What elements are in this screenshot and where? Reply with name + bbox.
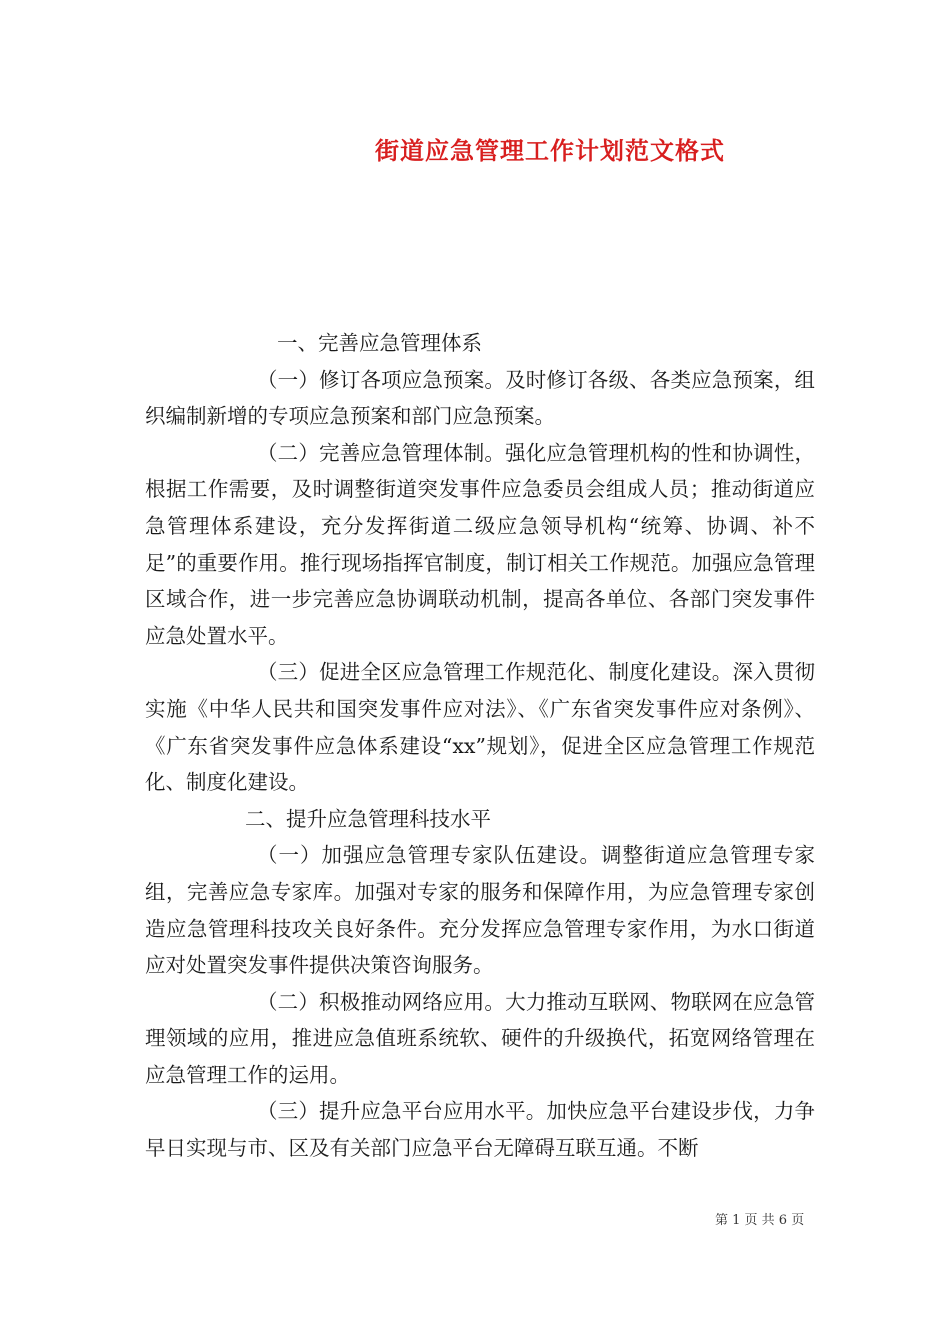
paragraph-2-3: （三）提升应急平台应用水平。加快应急平台建设步伐，力争早日实现与市、区及有关部门应急平台无障碍互联互通。不断 xyxy=(145,1099,815,1161)
paragraph-2-1: （一）加强应急管理专家队伍建设。调整街道应急管理专家组，完善应急专家库。加强对专家的服务和保障作用，为应急管理专家创造应急管理科技攻关良好条件。充分发挥应急管理专家作用，为水口街道应对处置突发事件提供决策咨询服务。 xyxy=(145,843,815,978)
paragraph-1-2: （二）完善应急管理体制。强化应急管理机构的性和协调性，根据工作需要，及时调整街道突发事件应急委员会组成人员；推动街道应急管理体系建设，充分发挥街道二级应急领导机构“统筹、协调、补不足”的重要作用。推行现场指挥官制度，制订相关工作规范。加强应急管理区域合作，进一步完善应急协调联动机制，提高各单位、各部门突发事件应急处置水平。 xyxy=(145,440,815,648)
document-title: 街道应急管理工作计划范文格式 xyxy=(375,136,725,165)
document-body xyxy=(145,325,815,1167)
section-heading-1: 一、完善应急管理体系 xyxy=(277,331,482,355)
paragraph-1-3: （三）促进全区应急管理工作规范化、制度化建设。深入贯彻实施《中华人民共和国突发事件应对法》、《广东省突发事件应对条例》、《广东省突发事件应急体系建设“xx”规划》，促进全区应急管理工作规范化、制度化建设。 xyxy=(145,660,815,795)
page-number-footer: 第 1 页 共 6 页 xyxy=(715,1213,805,1228)
paragraph-2-2: （二）积极推动网络应用。大力推动互联网、物联网在应急管理领域的应用，推进应急值班系统软、硬件的升级换代，拓宽网络管理在应急管理工作的运用。 xyxy=(145,989,815,1087)
section-heading-2: 二、提升应急管理科技水平 xyxy=(245,806,491,831)
paragraph-1-1: （一）修订各项应急预案。及时修订各级、各类应急预案，组织编制新增的专项应急预案和部门应急预案。 xyxy=(145,367,815,429)
